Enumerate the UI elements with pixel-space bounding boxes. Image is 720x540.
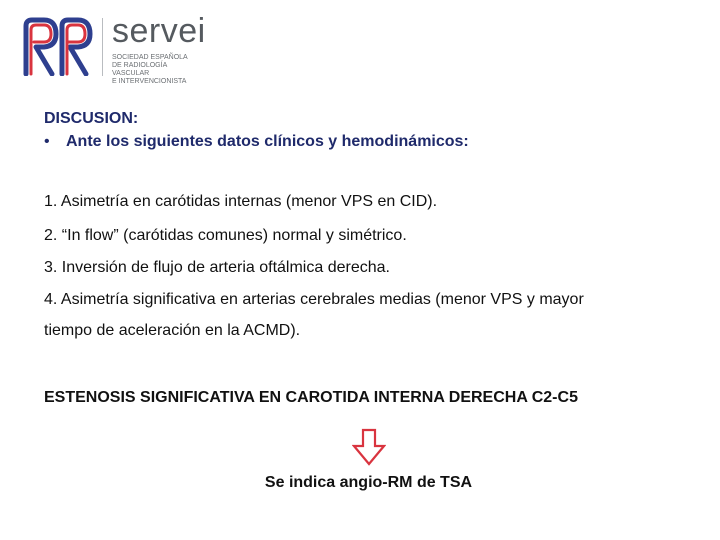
list-item: 2. “In flow” (carótidas comunes) normal y simétrico. bbox=[44, 227, 407, 244]
indication-label: Se indica angio-RM de TSA bbox=[264, 474, 473, 491]
brand-subtitle-line: E INTERVENCIONISTA bbox=[112, 78, 187, 85]
brand-subtitle-line: DE RADIOLOGÍA bbox=[112, 62, 168, 69]
indication-text bbox=[0, 474, 720, 492]
arrow-down-icon bbox=[352, 428, 386, 466]
brand-subtitle-line: SOCIEDAD ESPAÑOLA bbox=[112, 54, 188, 61]
brand-subtitle bbox=[112, 54, 188, 86]
logo bbox=[22, 12, 206, 85]
bullet-point bbox=[44, 133, 469, 151]
list-item: 4. Asimetría significativa en arterias cerebrales medias (menor VPS y mayor bbox=[44, 291, 584, 308]
rr-logo-mark-icon bbox=[22, 16, 96, 76]
bullet-dot: • bbox=[44, 133, 50, 150]
list-item: 1. Asimetría en carótidas internas (menor VPS en CID). bbox=[44, 193, 438, 210]
brand-name: servei bbox=[112, 12, 206, 50]
slide-heading: DISCUSION: bbox=[44, 110, 139, 127]
bullet-text: Ante los siguientes datos clínicos y hemodinámicos: bbox=[66, 133, 469, 150]
list-item-continuation: tiempo de aceleración en la ACMD). bbox=[44, 322, 301, 339]
conclusion-text: ESTENOSIS SIGNIFICATIVA EN CAROTIDA INTERNA DERECHA C2-C5 bbox=[44, 389, 578, 406]
brand-subtitle-line: VASCULAR bbox=[112, 70, 150, 77]
list-item: 3. Inversión de flujo de arteria oftálmica derecha. bbox=[44, 259, 390, 276]
logo-divider bbox=[102, 18, 103, 76]
